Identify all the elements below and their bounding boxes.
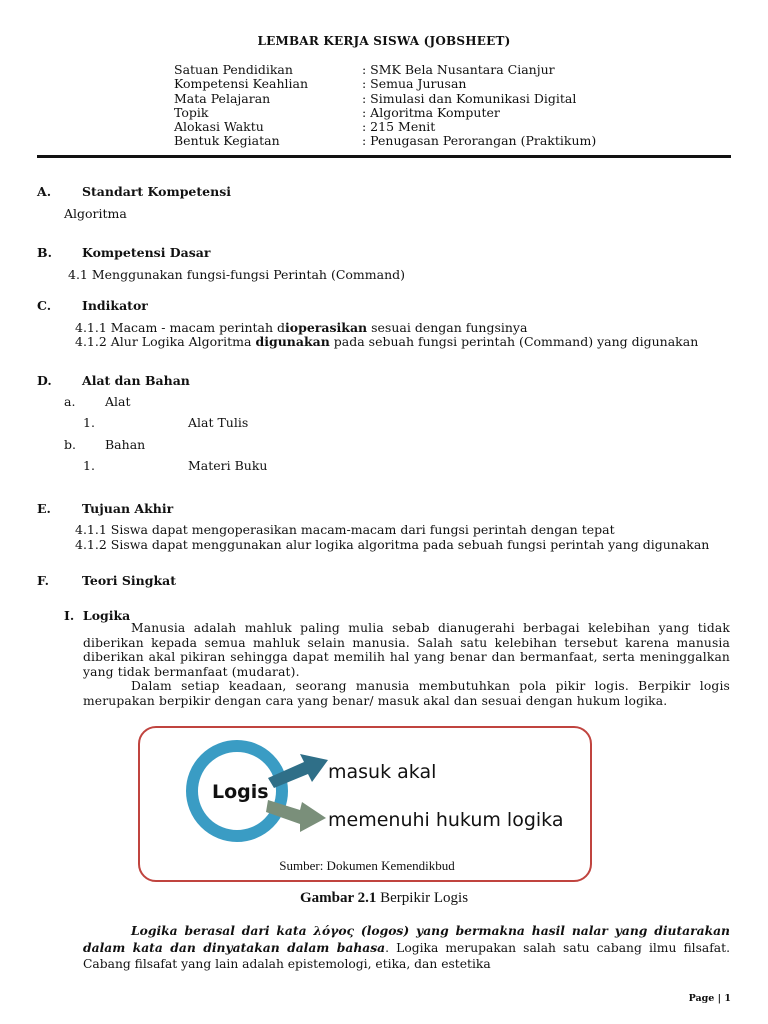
section-a-text: Algoritma: [64, 206, 127, 221]
section-c-heading: C. Indikator: [37, 298, 148, 313]
figure-source: Sumber: Dokumen Kemendikbud: [279, 858, 455, 873]
sub-label: Alat: [105, 394, 131, 409]
closing-paragraph: Logika berasal dari kata λόγος (logos) yang bermakna hasil nalar yang diutarakan dalam kata dan dinyatakan dalam bahasa. Logika merupakan salah satu cabang ilmu filsafat. Cabang filsafat yang lain adalah epistemologi, etika, dan estetika: [83, 923, 730, 971]
sub-marker: a.: [64, 394, 76, 409]
meta-table: [174, 63, 596, 149]
goal-item: 4.1.2 Siswa dapat menggunakan alur logika algoritma pada sebuah fungsi perintah yang digunakan: [75, 537, 710, 552]
section-d-heading: D. Alat dan Bahan: [37, 373, 190, 388]
meta-row: Bentuk Kegiatan : Penugasan Perorangan (Praktikum): [174, 133, 597, 149]
figure-caption: Gambar 2.1 Berpikir Logis: [299, 890, 469, 906]
document-title: LEMBAR KERJA SISWA (JOBSHEET): [257, 34, 511, 48]
meta-row: Kompetensi Keahlian : Semua Jurusan: [174, 76, 467, 92]
meta-row: Mata Pelajaran : Simulasi dan Komunikasi Digital: [174, 90, 577, 106]
meta-row: Topik : Algoritma Komputer: [174, 104, 500, 120]
item-text: Materi Buku: [188, 458, 268, 473]
subsection-heading: I. Logika: [64, 608, 131, 623]
goal-item: 4.1.1 Siswa dapat mengoperasikan macam-macam dari fungsi perintah dengan tepat: [75, 522, 615, 537]
paragraph: Manusia adalah mahluk paling mulia sebab dianugerahi berbagai kelebihan yang tidak diberikan kepada semua mahluk selain manusia. Salah satu kelebihan tersebut karena manusia diberikan akal pikiran sehingga dapat memilih hal yang benar dan bermanfaat, serta meninggalkan yang tidak bermanfaat (mudarat).: [83, 621, 730, 679]
page-number: Page | 1: [688, 993, 731, 1004]
paragraph: Dalam setiap keadaan, seorang manusia membutuhkan pola pikir logis. Berpikir logis merupakan berpikir dengan cara yang benar/ masuk akal dan sesuai dengan hukum logika.: [83, 679, 730, 708]
figure-box: [138, 726, 592, 882]
header-divider: [37, 155, 731, 158]
meta-row: Satuan Pendidikan : SMK Bela Nusantara Cianjur: [174, 62, 555, 77]
indicator-item: 4.1.2 Alur Logika Algoritma digunakan pada sebuah fungsi perintah (Command) yang digunakan: [75, 334, 699, 349]
item-number: 1.: [83, 458, 95, 473]
section-f-heading: F. Teori Singkat: [37, 573, 176, 588]
meta-row: Alokasi Waktu : 215 Menit: [174, 119, 436, 135]
section-e-heading: E. Tujuan Akhir: [37, 501, 174, 516]
section-b-heading: B. Kompetensi Dasar: [37, 245, 211, 260]
item-number: 1.: [83, 415, 95, 430]
indicator-item: 4.1.1 Macam - macam perintah dioperasikan sesuai dengan fungsinya: [75, 320, 528, 335]
item-text: Alat Tulis: [188, 415, 249, 430]
section-b-text: 4.1 Menggunakan fungsi-fungsi Perintah (Command): [68, 267, 406, 282]
label-masuk-akal: masuk akal: [328, 761, 437, 783]
sub-marker: b.: [64, 437, 76, 452]
section-a-heading: A. Standart Kompetensi: [37, 184, 231, 199]
center-label: Logis: [212, 781, 269, 803]
label-hukum-logika: memenuhi hukum logika: [328, 809, 564, 831]
sub-label: Bahan: [105, 437, 146, 452]
